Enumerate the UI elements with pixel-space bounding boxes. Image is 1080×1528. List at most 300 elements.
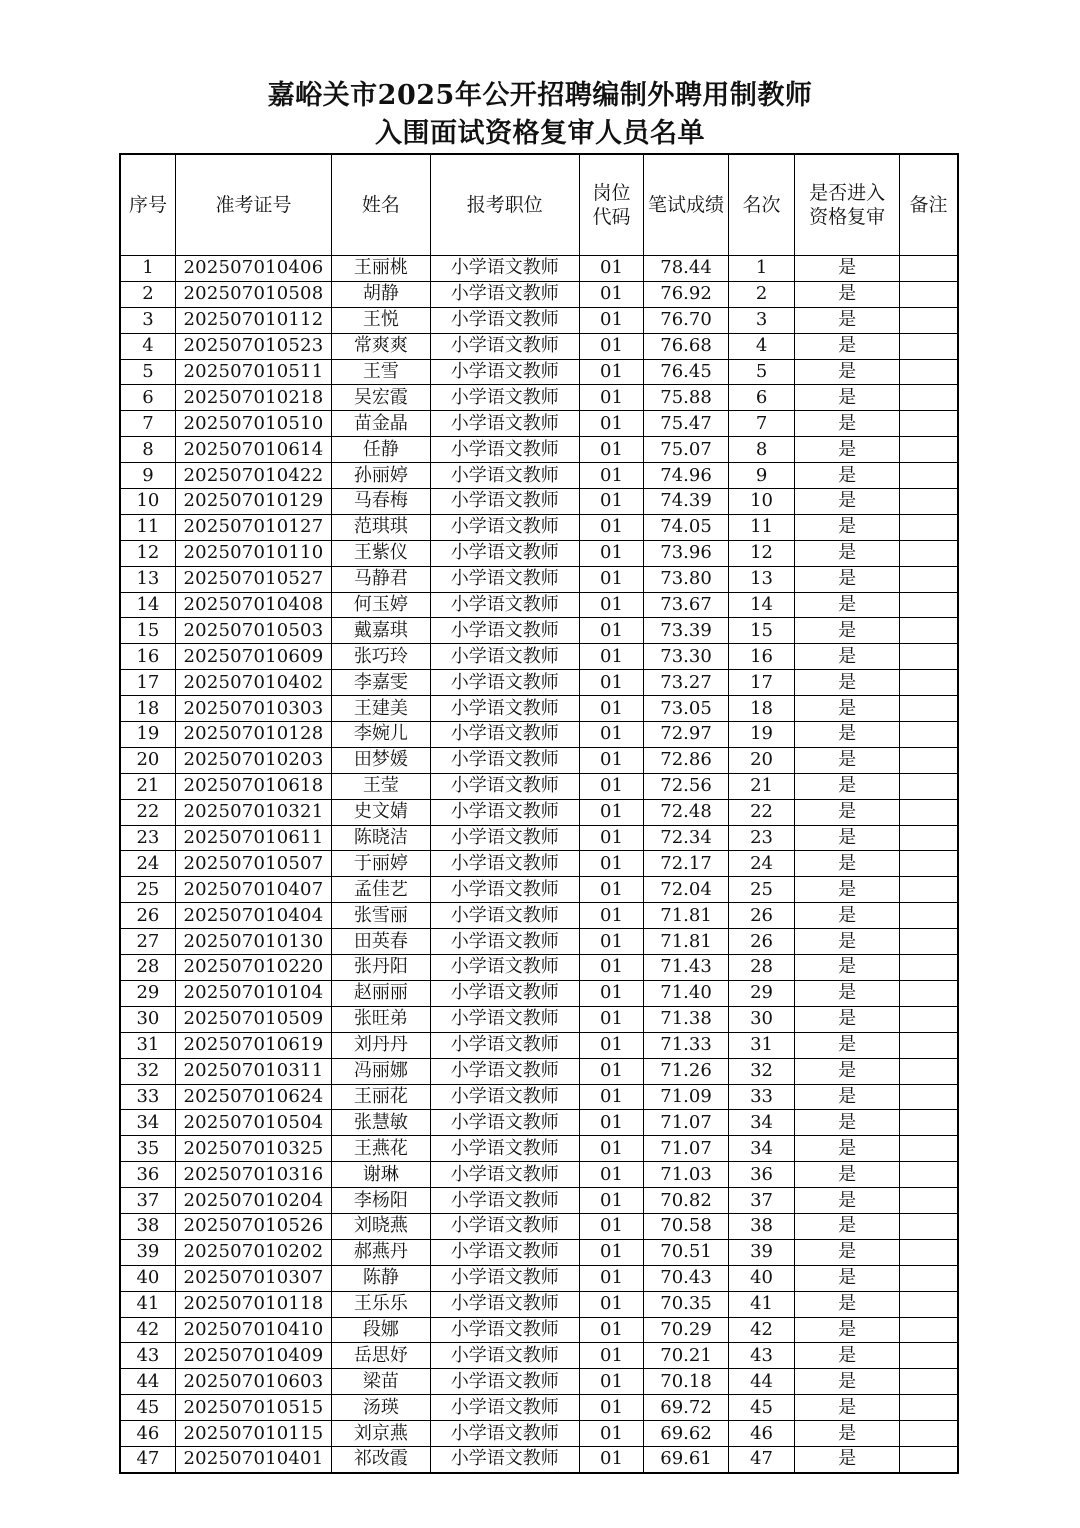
header-score: 笔试成绩 — [644, 154, 729, 256]
table-row — [120, 929, 958, 955]
cell-review: 是 — [795, 1421, 900, 1447]
cell-score: 71.81 — [644, 929, 729, 955]
cell-review: 是 — [795, 514, 900, 540]
cell-name: 苗金晶 — [332, 411, 431, 437]
cell-exam-id: 202507010401 — [175, 1446, 331, 1472]
cell-rank: 20 — [728, 747, 794, 773]
cell-score: 70.29 — [644, 1317, 729, 1343]
cell-seq: 45 — [120, 1395, 175, 1421]
table-row — [120, 1032, 958, 1058]
cell-position: 小学语文教师 — [430, 980, 579, 1006]
cell-seq: 21 — [120, 773, 175, 799]
cell-position: 小学语文教师 — [430, 670, 579, 696]
cell-exam-id: 202507010321 — [175, 799, 331, 825]
table-row — [120, 644, 958, 670]
cell-remark — [900, 307, 958, 333]
cell-rank: 33 — [728, 1084, 794, 1110]
cell-position: 小学语文教师 — [430, 1291, 579, 1317]
cell-position: 小学语文教师 — [430, 1110, 579, 1136]
cell-exam-id: 202507010509 — [175, 1006, 331, 1032]
cell-seq: 44 — [120, 1369, 175, 1395]
cell-exam-id: 202507010507 — [175, 851, 331, 877]
cell-rank: 17 — [728, 670, 794, 696]
cell-seq: 1 — [120, 256, 175, 282]
cell-exam-id: 202507010118 — [175, 1291, 331, 1317]
cell-name: 王雪 — [332, 359, 431, 385]
cell-position: 小学语文教师 — [430, 514, 579, 540]
cell-name: 祁改霞 — [332, 1446, 431, 1472]
cell-exam-id: 202507010303 — [175, 696, 331, 722]
table-row — [120, 489, 958, 515]
cell-remark — [900, 1239, 958, 1265]
cell-position-code: 01 — [579, 411, 643, 437]
cell-review: 是 — [795, 333, 900, 359]
cell-rank: 38 — [728, 1213, 794, 1239]
cell-name: 王莹 — [332, 773, 431, 799]
cell-rank: 4 — [728, 333, 794, 359]
cell-name: 陈静 — [332, 1265, 431, 1291]
cell-score: 73.39 — [644, 618, 729, 644]
table-row — [120, 1421, 958, 1447]
cell-position: 小学语文教师 — [430, 333, 579, 359]
cell-position: 小学语文教师 — [430, 644, 579, 670]
cell-position: 小学语文教师 — [430, 592, 579, 618]
table-row — [120, 281, 958, 307]
cell-seq: 9 — [120, 463, 175, 489]
cell-exam-id: 202507010422 — [175, 463, 331, 489]
cell-seq: 2 — [120, 281, 175, 307]
table-row — [120, 333, 958, 359]
cell-rank: 14 — [728, 592, 794, 618]
cell-rank: 34 — [728, 1136, 794, 1162]
cell-seq: 32 — [120, 1058, 175, 1084]
cell-review: 是 — [795, 929, 900, 955]
cell-score: 69.72 — [644, 1395, 729, 1421]
cell-position-code: 01 — [579, 437, 643, 463]
cell-rank: 19 — [728, 722, 794, 748]
cell-rank: 30 — [728, 1006, 794, 1032]
cell-score: 78.44 — [644, 256, 729, 282]
cell-seq: 37 — [120, 1188, 175, 1214]
cell-name: 张巧玲 — [332, 644, 431, 670]
cell-name: 刘丹丹 — [332, 1032, 431, 1058]
cell-score: 73.96 — [644, 540, 729, 566]
cell-rank: 13 — [728, 566, 794, 592]
cell-position: 小学语文教师 — [430, 437, 579, 463]
cell-review: 是 — [795, 540, 900, 566]
cell-score: 71.07 — [644, 1110, 729, 1136]
cell-review: 是 — [795, 566, 900, 592]
cell-review: 是 — [795, 670, 900, 696]
cell-position-code: 01 — [579, 1343, 643, 1369]
cell-review: 是 — [795, 1395, 900, 1421]
cell-rank: 9 — [728, 463, 794, 489]
cell-position: 小学语文教师 — [430, 566, 579, 592]
cell-rank: 37 — [728, 1188, 794, 1214]
cell-rank: 23 — [728, 825, 794, 851]
cell-score: 75.88 — [644, 385, 729, 411]
cell-position-code: 01 — [579, 463, 643, 489]
cell-name: 史文婧 — [332, 799, 431, 825]
cell-seq: 22 — [120, 799, 175, 825]
cell-seq: 18 — [120, 696, 175, 722]
cell-rank: 32 — [728, 1058, 794, 1084]
cell-review: 是 — [795, 644, 900, 670]
cell-rank: 34 — [728, 1110, 794, 1136]
cell-position: 小学语文教师 — [430, 1006, 579, 1032]
cell-seq: 25 — [120, 877, 175, 903]
cell-score: 73.30 — [644, 644, 729, 670]
cell-position-code: 01 — [579, 1136, 643, 1162]
cell-score: 74.96 — [644, 463, 729, 489]
cell-score: 76.68 — [644, 333, 729, 359]
cell-position-code: 01 — [579, 1188, 643, 1214]
cell-rank: 36 — [728, 1162, 794, 1188]
cell-name: 吴宏霞 — [332, 385, 431, 411]
table-row — [120, 1317, 958, 1343]
cell-remark — [900, 929, 958, 955]
cell-remark — [900, 281, 958, 307]
cell-name: 刘晓燕 — [332, 1213, 431, 1239]
cell-rank: 22 — [728, 799, 794, 825]
cell-position-code: 01 — [579, 722, 643, 748]
cell-score: 74.39 — [644, 489, 729, 515]
cell-remark — [900, 514, 958, 540]
table-row — [120, 307, 958, 333]
cell-remark — [900, 463, 958, 489]
cell-position: 小学语文教师 — [430, 1188, 579, 1214]
cell-name: 段娜 — [332, 1317, 431, 1343]
cell-remark — [900, 1006, 958, 1032]
cell-name: 田梦媛 — [332, 747, 431, 773]
cell-seq: 3 — [120, 307, 175, 333]
cell-exam-id: 202507010110 — [175, 540, 331, 566]
cell-review: 是 — [795, 773, 900, 799]
cell-position: 小学语文教师 — [430, 799, 579, 825]
cell-score: 72.48 — [644, 799, 729, 825]
cell-exam-id: 202507010407 — [175, 877, 331, 903]
cell-review: 是 — [795, 799, 900, 825]
cell-rank: 47 — [728, 1446, 794, 1472]
cell-remark — [900, 1032, 958, 1058]
cell-score: 70.51 — [644, 1239, 729, 1265]
cell-name: 王悦 — [332, 307, 431, 333]
cell-rank: 25 — [728, 877, 794, 903]
cell-position-code: 01 — [579, 385, 643, 411]
cell-rank: 41 — [728, 1291, 794, 1317]
cell-seq: 6 — [120, 385, 175, 411]
cell-score: 70.58 — [644, 1213, 729, 1239]
table-row — [120, 1213, 958, 1239]
table-row — [120, 1084, 958, 1110]
cell-review: 是 — [795, 903, 900, 929]
cell-rank: 31 — [728, 1032, 794, 1058]
cell-remark — [900, 747, 958, 773]
cell-name: 王紫仪 — [332, 540, 431, 566]
cell-name: 陈晓洁 — [332, 825, 431, 851]
table-row — [120, 540, 958, 566]
cell-name: 田英春 — [332, 929, 431, 955]
cell-position: 小学语文教师 — [430, 696, 579, 722]
table-row — [120, 1291, 958, 1317]
cell-name: 刘京燕 — [332, 1421, 431, 1447]
table-row — [120, 1188, 958, 1214]
cell-name: 何玉婷 — [332, 592, 431, 618]
cell-seq: 30 — [120, 1006, 175, 1032]
cell-position: 小学语文教师 — [430, 385, 579, 411]
cell-exam-id: 202507010204 — [175, 1188, 331, 1214]
cell-position: 小学语文教师 — [430, 955, 579, 981]
cell-name: 岳思妤 — [332, 1343, 431, 1369]
cell-position-code: 01 — [579, 747, 643, 773]
table-row — [120, 411, 958, 437]
cell-name: 马春梅 — [332, 489, 431, 515]
cell-position-code: 01 — [579, 540, 643, 566]
cell-position: 小学语文教师 — [430, 851, 579, 877]
cell-exam-id: 202507010618 — [175, 773, 331, 799]
cell-exam-id: 202507010503 — [175, 618, 331, 644]
cell-exam-id: 202507010614 — [175, 437, 331, 463]
table-row — [120, 514, 958, 540]
cell-score: 74.05 — [644, 514, 729, 540]
cell-rank: 45 — [728, 1395, 794, 1421]
cell-remark — [900, 825, 958, 851]
cell-seq: 33 — [120, 1084, 175, 1110]
cell-name: 李嘉雯 — [332, 670, 431, 696]
header-remark: 备注 — [900, 154, 958, 256]
cell-position-code: 01 — [579, 955, 643, 981]
cell-review: 是 — [795, 1239, 900, 1265]
cell-name: 王建美 — [332, 696, 431, 722]
table-body — [120, 256, 958, 1473]
cell-seq: 36 — [120, 1162, 175, 1188]
cell-position-code: 01 — [579, 644, 643, 670]
cell-exam-id: 202507010112 — [175, 307, 331, 333]
cell-position-code: 01 — [579, 566, 643, 592]
cell-remark — [900, 1162, 958, 1188]
table-row — [120, 877, 958, 903]
cell-position: 小学语文教师 — [430, 1369, 579, 1395]
cell-seq: 26 — [120, 903, 175, 929]
cell-remark — [900, 1395, 958, 1421]
cell-review: 是 — [795, 1446, 900, 1472]
cell-review: 是 — [795, 1136, 900, 1162]
cell-rank: 5 — [728, 359, 794, 385]
cell-review: 是 — [795, 825, 900, 851]
cell-rank: 39 — [728, 1239, 794, 1265]
cell-remark — [900, 1421, 958, 1447]
cell-exam-id: 202507010307 — [175, 1265, 331, 1291]
cell-position: 小学语文教师 — [430, 281, 579, 307]
cell-position-code: 01 — [579, 773, 643, 799]
cell-review: 是 — [795, 696, 900, 722]
cell-score: 72.17 — [644, 851, 729, 877]
cell-review: 是 — [795, 1162, 900, 1188]
cell-name: 孟佳艺 — [332, 877, 431, 903]
cell-name: 胡静 — [332, 281, 431, 307]
cell-seq: 4 — [120, 333, 175, 359]
table-row — [120, 359, 958, 385]
cell-score: 70.18 — [644, 1369, 729, 1395]
cell-position-code: 01 — [579, 1084, 643, 1110]
cell-position-code: 01 — [579, 1395, 643, 1421]
cell-name: 李杨阳 — [332, 1188, 431, 1214]
cell-review: 是 — [795, 618, 900, 644]
cell-remark — [900, 256, 958, 282]
table-row — [120, 903, 958, 929]
cell-position-code: 01 — [579, 1317, 643, 1343]
cell-rank: 26 — [728, 929, 794, 955]
table-row — [120, 670, 958, 696]
cell-name: 谢琳 — [332, 1162, 431, 1188]
cell-seq: 8 — [120, 437, 175, 463]
cell-score: 71.09 — [644, 1084, 729, 1110]
cell-seq: 11 — [120, 514, 175, 540]
cell-remark — [900, 1058, 958, 1084]
cell-seq: 16 — [120, 644, 175, 670]
cell-rank: 16 — [728, 644, 794, 670]
cell-score: 73.67 — [644, 592, 729, 618]
cell-rank: 12 — [728, 540, 794, 566]
cell-score: 70.82 — [644, 1188, 729, 1214]
cell-exam-id: 202507010603 — [175, 1369, 331, 1395]
cell-exam-id: 202507010127 — [175, 514, 331, 540]
cell-remark — [900, 411, 958, 437]
cell-exam-id: 202507010202 — [175, 1239, 331, 1265]
cell-position-code: 01 — [579, 851, 643, 877]
cell-review: 是 — [795, 1317, 900, 1343]
cell-name: 李婉儿 — [332, 722, 431, 748]
cell-position-code: 01 — [579, 514, 643, 540]
cell-rank: 26 — [728, 903, 794, 929]
cell-name: 郝燕丹 — [332, 1239, 431, 1265]
cell-exam-id: 202507010510 — [175, 411, 331, 437]
cell-score: 70.43 — [644, 1265, 729, 1291]
cell-rank: 44 — [728, 1369, 794, 1395]
table-row — [120, 1369, 958, 1395]
cell-review: 是 — [795, 359, 900, 385]
cell-remark — [900, 1084, 958, 1110]
cell-name: 汤瑛 — [332, 1395, 431, 1421]
cell-score: 75.47 — [644, 411, 729, 437]
cell-review: 是 — [795, 1369, 900, 1395]
cell-seq: 43 — [120, 1343, 175, 1369]
document-title-line-2: 入围面试资格复审人员名单 — [375, 118, 705, 149]
cell-seq: 27 — [120, 929, 175, 955]
header-exam-id: 准考证号 — [175, 154, 331, 256]
cell-review: 是 — [795, 1291, 900, 1317]
cell-review: 是 — [795, 463, 900, 489]
cell-rank: 15 — [728, 618, 794, 644]
cell-rank: 40 — [728, 1265, 794, 1291]
cell-rank: 11 — [728, 514, 794, 540]
cell-review: 是 — [795, 592, 900, 618]
cell-remark — [900, 566, 958, 592]
cell-exam-id: 202507010619 — [175, 1032, 331, 1058]
cell-position: 小学语文教师 — [430, 1317, 579, 1343]
cell-score: 71.33 — [644, 1032, 729, 1058]
cell-position-code: 01 — [579, 1239, 643, 1265]
cell-review: 是 — [795, 281, 900, 307]
cell-position: 小学语文教师 — [430, 722, 579, 748]
cell-exam-id: 202507010410 — [175, 1317, 331, 1343]
table-row — [120, 1136, 958, 1162]
cell-position: 小学语文教师 — [430, 825, 579, 851]
cell-seq: 20 — [120, 747, 175, 773]
cell-position: 小学语文教师 — [430, 463, 579, 489]
cell-review: 是 — [795, 877, 900, 903]
cell-position-code: 01 — [579, 1006, 643, 1032]
cell-position-code: 01 — [579, 256, 643, 282]
table-row — [120, 851, 958, 877]
cell-exam-id: 202507010624 — [175, 1084, 331, 1110]
cell-exam-id: 202507010409 — [175, 1343, 331, 1369]
cell-remark — [900, 333, 958, 359]
cell-exam-id: 202507010402 — [175, 670, 331, 696]
cell-remark — [900, 1265, 958, 1291]
cell-seq: 47 — [120, 1446, 175, 1472]
cell-exam-id: 202507010115 — [175, 1421, 331, 1447]
table-row — [120, 1058, 958, 1084]
cell-exam-id: 202507010325 — [175, 1136, 331, 1162]
cell-seq: 28 — [120, 955, 175, 981]
cell-seq: 23 — [120, 825, 175, 851]
cell-exam-id: 202507010609 — [175, 644, 331, 670]
cell-name: 张雪丽 — [332, 903, 431, 929]
table-row — [120, 825, 958, 851]
cell-review: 是 — [795, 1213, 900, 1239]
table-row — [120, 980, 958, 1006]
cell-seq: 19 — [120, 722, 175, 748]
table-row — [120, 1110, 958, 1136]
cell-review: 是 — [795, 1265, 900, 1291]
cell-remark — [900, 359, 958, 385]
table-row — [120, 437, 958, 463]
cell-name: 王燕花 — [332, 1136, 431, 1162]
cell-position: 小学语文教师 — [430, 489, 579, 515]
cell-score: 72.04 — [644, 877, 729, 903]
cell-seq: 29 — [120, 980, 175, 1006]
cell-position: 小学语文教师 — [430, 1395, 579, 1421]
header-rank: 名次 — [728, 154, 794, 256]
cell-position: 小学语文教师 — [430, 747, 579, 773]
cell-exam-id: 202507010316 — [175, 1162, 331, 1188]
cell-review: 是 — [795, 1058, 900, 1084]
table-row — [120, 385, 958, 411]
cell-score: 72.97 — [644, 722, 729, 748]
cell-position-code: 01 — [579, 1421, 643, 1447]
cell-review: 是 — [795, 1110, 900, 1136]
cell-remark — [900, 773, 958, 799]
cell-score: 76.70 — [644, 307, 729, 333]
cell-position-code: 01 — [579, 618, 643, 644]
cell-position-code: 01 — [579, 799, 643, 825]
cell-remark — [900, 540, 958, 566]
cell-position-code: 01 — [579, 489, 643, 515]
cell-review: 是 — [795, 307, 900, 333]
cell-remark — [900, 1317, 958, 1343]
cell-position-code: 01 — [579, 1162, 643, 1188]
table-row — [120, 799, 958, 825]
cell-review: 是 — [795, 489, 900, 515]
cell-position-code: 01 — [579, 1058, 643, 1084]
cell-seq: 10 — [120, 489, 175, 515]
cell-seq: 39 — [120, 1239, 175, 1265]
cell-score: 72.86 — [644, 747, 729, 773]
header-name: 姓名 — [332, 154, 431, 256]
cell-remark — [900, 1369, 958, 1395]
header-position: 报考职位 — [430, 154, 579, 256]
